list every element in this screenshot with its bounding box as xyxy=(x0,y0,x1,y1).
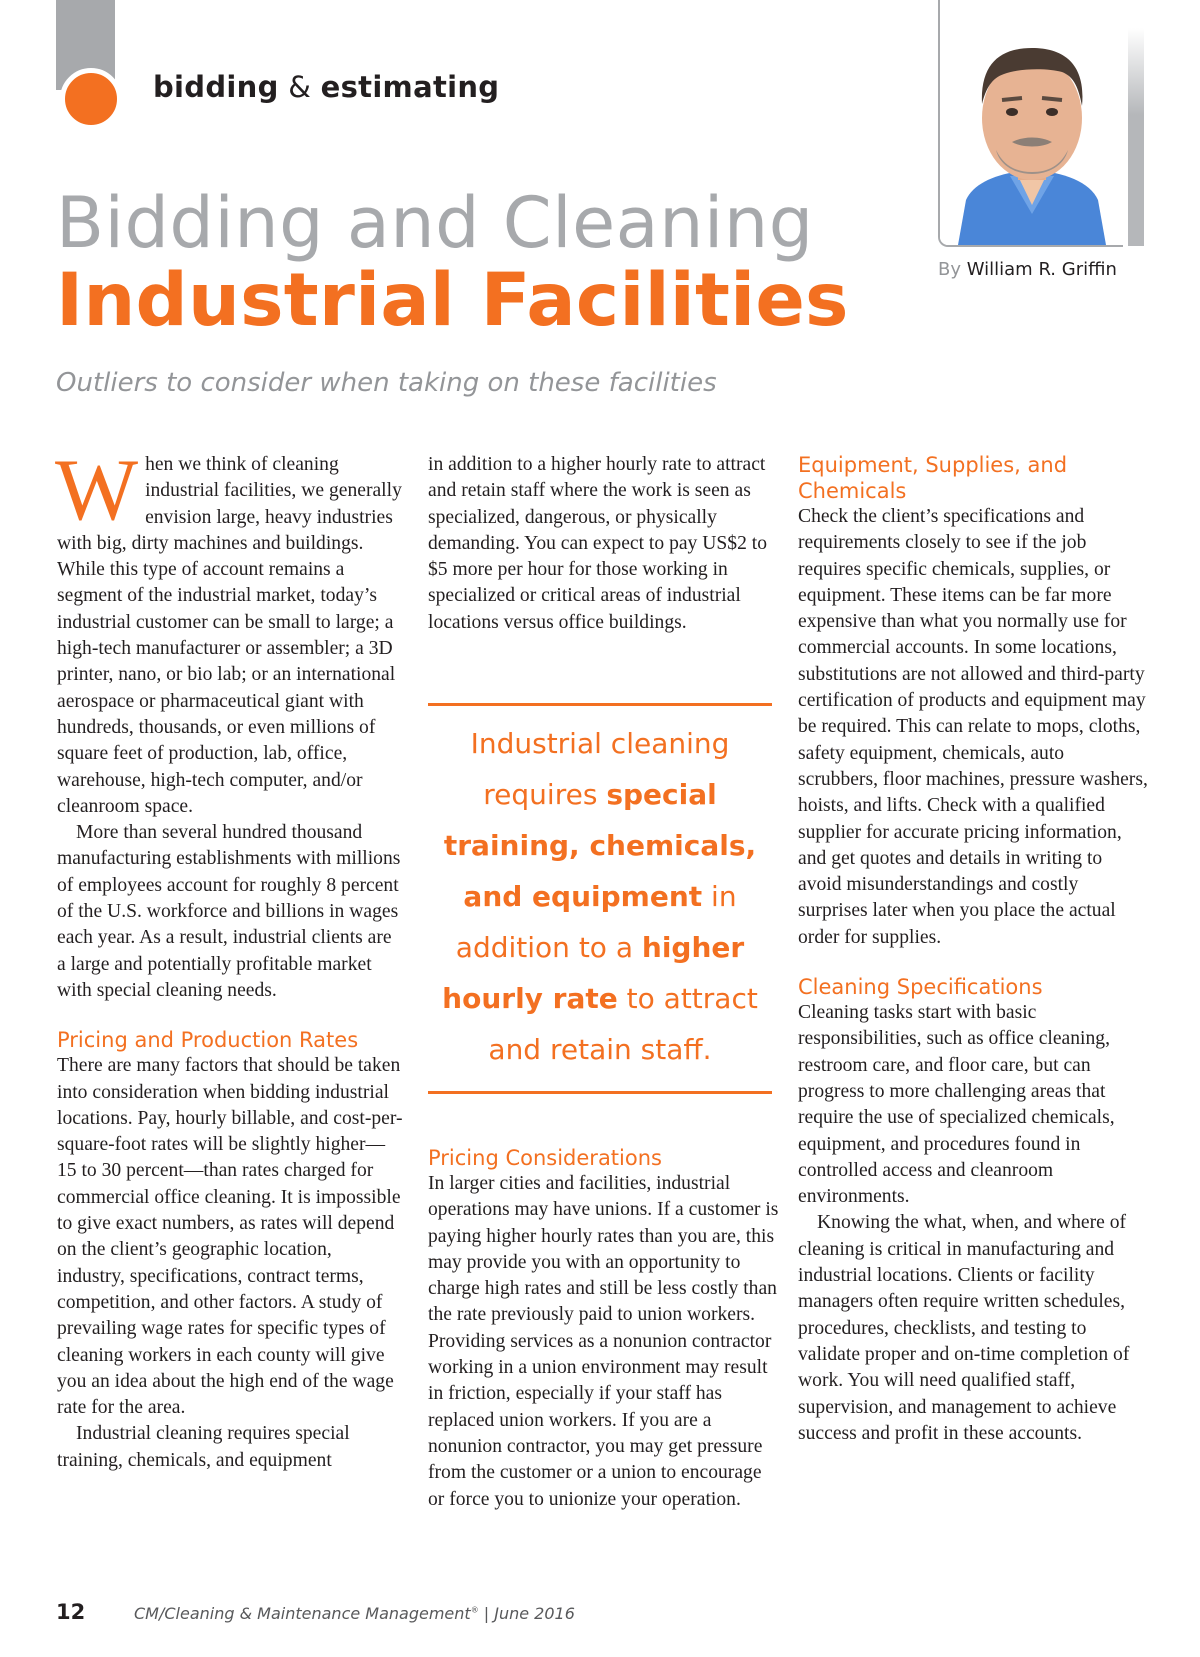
column-2-lower xyxy=(428,1145,780,1513)
pull-quote-text-1: Industrial cleaning requires xyxy=(470,727,730,811)
pull-quote xyxy=(428,703,772,1094)
paragraph-3: There are many factors that should be taken into consideration when bidding industrial locations. Pay, hourly billable, and cost-per-square-foot rates will be slightly higher—15 to 30 percent—than rates charged for commercial office cleaning. It is impossible to give exact numbers, as rates will depend on the client’s geographic location, industry, specifications, contract terms, competition, and other factors. A study of prevailing wage rates for specific types of cleaning workers in each county will give you an idea about the high end of the wage rate for the area. xyxy=(57,1055,403,1419)
section-label xyxy=(153,70,499,104)
registered-mark: ® xyxy=(470,1605,479,1615)
paragraph-6: In larger cities and facilities, industrial operations may have unions. If a customer is paying higher hourly rates than you are, this may provide you with an opportunity to charge high rates and still be less costly than the rate previously paid to union workers. Providing services as a nonunion contractor working in a union environment may result in friction, especially if your staff has replaced union workers. If you are a nonunion contractor, you may get pressure from the customer or a union to encourage or force you to unionize your operation. xyxy=(428,1173,779,1510)
section-word-bidding: bidding xyxy=(153,70,279,104)
title-line-2: Industrial Facilities xyxy=(56,258,849,343)
issue-date: | June 2016 xyxy=(478,1604,575,1623)
author-photo xyxy=(938,0,1123,247)
byline xyxy=(938,259,1117,280)
author-portrait-image xyxy=(940,0,1123,245)
magazine-name xyxy=(134,1604,575,1623)
drop-cap: W xyxy=(55,442,139,539)
heading-pricing-considerations: Pricing Considerations xyxy=(428,1146,662,1170)
pull-quote-text-2: in addition to a xyxy=(455,880,737,964)
paragraph-9: Knowing the what, when, and where of cleaning is critical in manufacturing and industrial locations. Clients or facility managers often require written schedules, procedures, checklists, and testing to validate proper and on-time completion of work. You will need qualified staff, supervision, and management to achieve success and profit in these accounts. xyxy=(798,1212,1130,1444)
paragraph-7: Check the client’s specifications and requirements closely to see if the job requires specific chemicals, supplies, or equipment. These items can be far more expensive than what you normally use for commercial accounts. In some locations, substitutions are not allowed and third-party certification of products and equipment may be required. This can relate to mops, cloths, safety equipment, chemicals, auto scrubbers, floor machines, pressure washers, hoists, and lifts. Check with a qualified supplier for accurate pricing information, and get quotes and details in writing to avoid misunderstandings and costly surprises later when you place the actual order for supplies. xyxy=(798,506,1148,948)
photo-side-bar xyxy=(1128,28,1144,246)
pull-quote-bold-1: special training, chemicals, and equipment xyxy=(443,778,757,913)
page-number: 12 xyxy=(56,1600,86,1624)
paragraph-5: in addition to a higher hourly rate to attract and retain staff where the work is seen as specialized, dangerous, or physically demanding. You can expect to pay US$2 to $5 more per hour for those working in specialized or critical areas of industrial locations versus office buildings. xyxy=(428,454,768,633)
heading-pricing-production-rates: Pricing and Production Rates xyxy=(57,1028,359,1053)
pull-quote-text-3: to attract and retain staff. xyxy=(488,982,758,1066)
page-footer xyxy=(56,1600,575,1624)
section-dot xyxy=(60,68,122,130)
column-3 xyxy=(798,452,1148,1447)
paragraph-intro-text: hen we think of cleaning industrial facilities, we generally envision large, heavy industries with big, dirty machines and buildings. While this type of account remains a segment of the industrial market, today’s industrial customer can be small to large; a high-tech manufacturer or assembler; a 3D printer, nano, or bio lab; or an international aerospace or pharmaceutical giant with hundreds, thousands, or even millions of square feet of production, lab, office, warehouse, high-tech computer, and/or cleanroom space. xyxy=(57,454,402,817)
column-2 xyxy=(428,452,780,636)
title-line-1: Bidding and Cleaning xyxy=(56,182,814,264)
paragraph-8: Cleaning tasks start with basic responsibilities, such as office cleaning, restroom care, and floor care, but can progress to more challenging areas that require the use of specialized chemicals, equipment, and procedures found in controlled access and cleanroom environments. xyxy=(798,1002,1115,1208)
column-1 xyxy=(55,442,404,1474)
byline-by: By xyxy=(938,259,962,280)
paragraph-2: More than several hundred thousand manufacturing establishments with millions of employees account for roughly 8 percent of the U.S. workforce and billions in wages each year. As a result, industrial clients are a large and potentially profitable market with special cleaning needs. xyxy=(57,822,401,1001)
paragraph-4: Industrial cleaning requires special training, chemicals, and equipment xyxy=(57,1423,350,1471)
pull-quote-bold-2: higher hourly rate xyxy=(442,931,745,1015)
heading-cleaning-specifications: Cleaning Specifications xyxy=(798,975,1043,1000)
author-name: William R. Griffin xyxy=(966,259,1117,280)
heading-equipment-supplies-chemicals: Equipment, Supplies, and Chemicals xyxy=(798,453,1068,503)
section-ampersand: & xyxy=(278,70,321,104)
magazine-title: CM/Cleaning & Maintenance Management xyxy=(134,1604,471,1623)
section-word-estimating: estimating xyxy=(320,70,500,104)
subtitle: Outliers to consider when taking on these facilities xyxy=(56,368,717,398)
paragraph-intro xyxy=(55,442,404,820)
